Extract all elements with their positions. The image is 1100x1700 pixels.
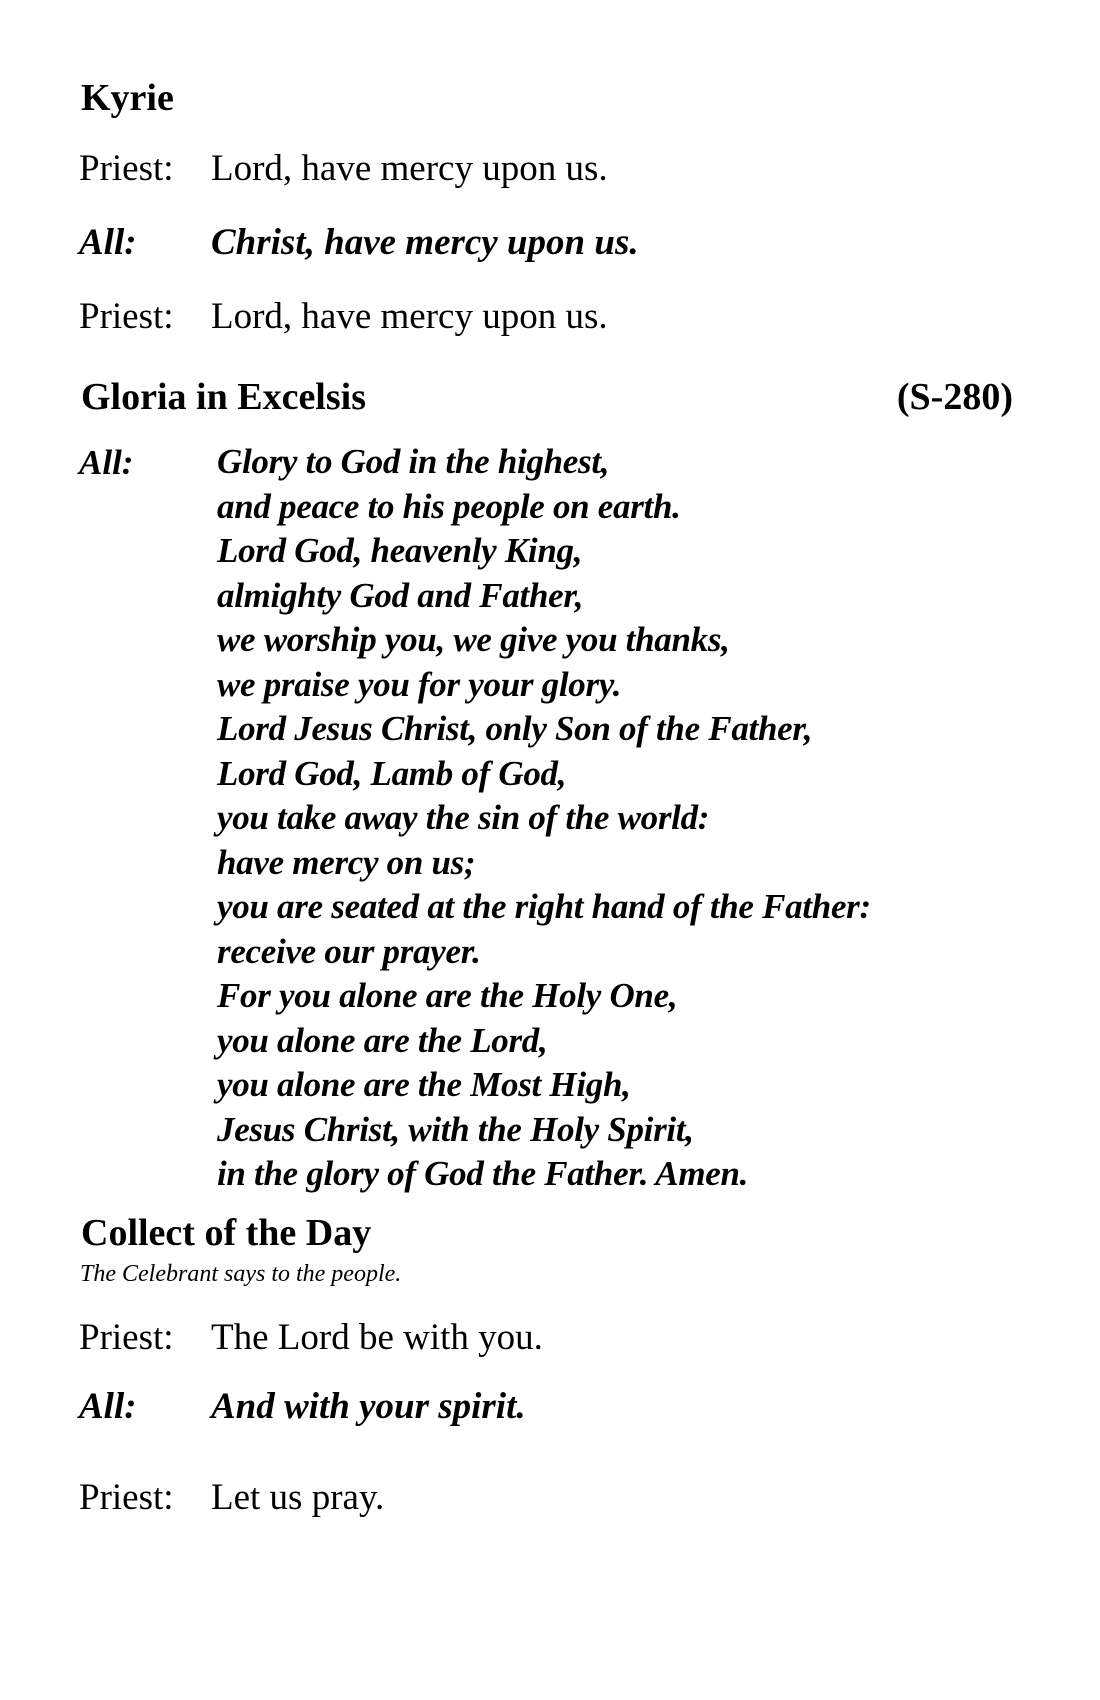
speaker-label: Priest: (79, 1317, 174, 1358)
collect-line-1 (79, 1315, 1040, 1361)
gloria-line: Jesus Christ, with the Holy Spirit, (217, 1109, 694, 1149)
speaker-label: Priest: (79, 1477, 174, 1518)
response-text: Lord, have mercy upon us. (211, 148, 608, 189)
kyrie-heading: Kyrie (81, 77, 174, 119)
kyrie-line-2 (79, 220, 1040, 266)
hymnal-reference: (S-280) (896, 376, 1013, 418)
gloria-line: almighty God and Father, (217, 575, 584, 615)
gloria-line: receive our prayer. (217, 931, 481, 971)
speaker-label: All: (79, 222, 137, 263)
gloria-line: and peace to his people on earth. (217, 486, 681, 526)
gloria-heading: Gloria in Excelsis (81, 376, 366, 418)
response-text: Lord, have mercy upon us. (211, 296, 608, 337)
kyrie-line-1 (79, 146, 1040, 192)
gloria-speaker-label: All: (79, 443, 134, 482)
response-text: Let us pray. (211, 1477, 385, 1518)
collect-heading: Collect of the Day (81, 1212, 372, 1254)
response-text: The Lord be with you. (211, 1317, 543, 1358)
collect-rubric: The Celebrant says to the people. (80, 1261, 402, 1287)
speaker-label: Priest: (79, 296, 174, 337)
gloria-line: you alone are the Lord, (217, 1020, 548, 1060)
gloria-line: have mercy on us; (217, 842, 476, 882)
gloria-line: Lord God, heavenly King, (217, 531, 583, 570)
gloria-text (217, 440, 871, 1197)
gloria-line: you alone are the Most High, (217, 1065, 631, 1104)
response-text: Christ, have mercy upon us. (211, 222, 639, 263)
gloria-line: you are seated at the right hand of the Father: (217, 887, 871, 926)
response-text: And with your spirit. (211, 1386, 526, 1427)
gloria-line: Glory to God in the highest, (217, 442, 610, 481)
collect-line-3 (79, 1475, 1040, 1521)
speaker-label: All: (79, 1386, 137, 1427)
speaker-label: Priest: (79, 148, 174, 189)
gloria-line: we praise you for your glory. (217, 664, 622, 704)
gloria-line: you take away the sin of the world: (217, 798, 710, 837)
gloria-line: in the glory of God the Father. Amen. (217, 1154, 749, 1193)
gloria-line: For you alone are the Holy One, (217, 976, 678, 1015)
gloria-line: we worship you, we give you thanks, (217, 620, 730, 659)
kyrie-line-3 (79, 294, 1040, 340)
gloria-line: Lord Jesus Christ, only Son of the Father, (217, 709, 813, 748)
collect-line-2 (79, 1384, 1040, 1430)
gloria-line: Lord God, Lamb of God, (217, 753, 567, 793)
